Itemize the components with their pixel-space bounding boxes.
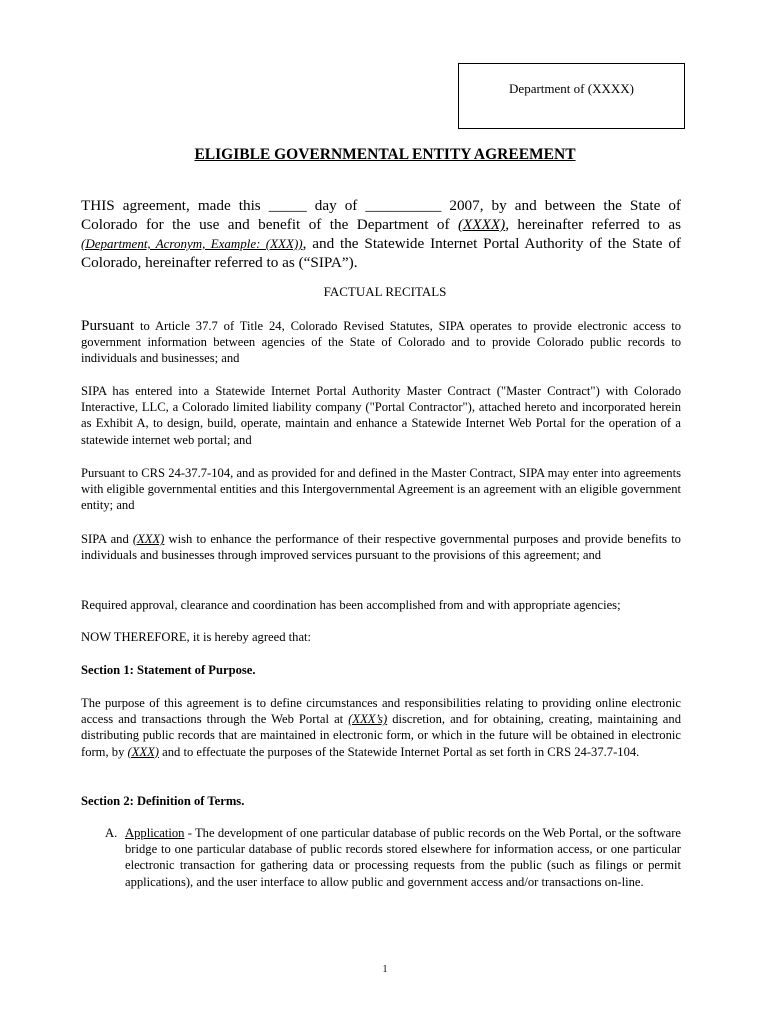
- intro-text-2: , hereinafter referred to as: [505, 216, 681, 233]
- recital-3: Pursuant to CRS 24-37.7-104, and as provided for and defined in the Master Contract, SIPA may enter into agreements with eligible governmental entities and this Intergovernmental Agreement is an agreement with an eligible government entity; and: [81, 466, 681, 513]
- recital-4-text-a: SIPA and: [81, 532, 133, 546]
- section-2-heading: Section 2: Definition of Terms.: [81, 794, 245, 808]
- page-number: 1: [382, 964, 388, 975]
- recital-4-placeholder: (XXX): [132, 532, 165, 546]
- definition-item-a: [105, 825, 681, 890]
- department-placeholder: (XXXX): [457, 216, 506, 233]
- definition-text: - The development of one particular database of public records on the Web Portal, or the software bridge to one particular database of public records stored elsewhere for information access, or one particular electronic transaction for gathering data or processing requests from the public (such as filings or permit applications), and the user interface to allow public and government access and/or transactions on-line.: [125, 826, 681, 889]
- intro-text-1: THIS agreement, made this _____ day of __________ 2007, by and between the State of Colorado for the use and benefit of the Department of: [81, 197, 681, 233]
- section-1-placeholder-1: (XXX’s): [348, 712, 388, 727]
- section-1-body: [81, 695, 681, 760]
- recital-4-text-b: wish to enhance the performance of their respective governmental purposes and provide benefits to individuals and businesses through improved services pursuant to the provisions of this agreement; and: [81, 532, 681, 563]
- recital-2: SIPA has entered into a Statewide Internet Portal Authority Master Contract ("Master Contract") with Colorado Interactive, LLC, a Colorado limited liability company ("Portal Contractor"), attached hereto and incorporated herein as Exhibit A, to design, build, operate, maintain and enhance a Statewide Internet Web Portal for the operation of a statewide internet web portal; and: [81, 384, 681, 447]
- recital-1: [81, 318, 681, 367]
- recital-1-text: to Article 37.7 of Title 24, Colorado Revised Statutes, SIPA operates to provide electronic access to government information between agencies of the State of Colorado and to provide Colorado public records to individuals and businesses; and: [81, 319, 681, 366]
- definition-term: Application: [125, 826, 185, 840]
- recital-5: Required approval, clearance and coordination has been accomplished from and with appropriate agencies;: [81, 598, 621, 612]
- definition-body: [125, 825, 681, 890]
- section-1-text-c: and to effectuate the purposes of the Statewide Internet Portal as set forth in CRS 24-37.7-104.: [159, 744, 640, 759]
- acronym-placeholder: (Department, Acronym, Example: (XXX)): [81, 236, 303, 251]
- section-1-placeholder-2: (XXX): [127, 744, 159, 759]
- recital-4: [81, 531, 681, 563]
- definition-marker: A.: [105, 826, 118, 840]
- section-1-text-b: discretion, and for obtaining, creating, maintaining and distributing public records that are maintained in electronic form, or which in the future will be obtained in electronic form, by: [81, 712, 681, 759]
- recital-6: NOW THEREFORE, it is hereby agreed that:: [81, 630, 312, 644]
- section-1-text-a: The purpose of this agreement is to define circumstances and responsibilities relating to providing online electronic access and transactions through the Web Portal at: [81, 696, 681, 727]
- department-box-text: Department of (XXXX): [509, 81, 634, 96]
- intro-paragraph: [81, 196, 681, 272]
- recitals-heading: FACTUAL RECITALS: [323, 284, 447, 299]
- intro-text-3: , and the Statewide Internet Portal Authority of the State of Colorado, hereinafter referred to as (“SIPA”).: [81, 235, 681, 271]
- department-box: [458, 63, 685, 129]
- section-1-heading: Section 1: Statement of Purpose.: [81, 663, 256, 677]
- recital-1-lead: Pursuant: [81, 317, 135, 334]
- agreement-title: ELIGIBLE GOVERNMENTAL ENTITY AGREEMENT: [194, 146, 576, 163]
